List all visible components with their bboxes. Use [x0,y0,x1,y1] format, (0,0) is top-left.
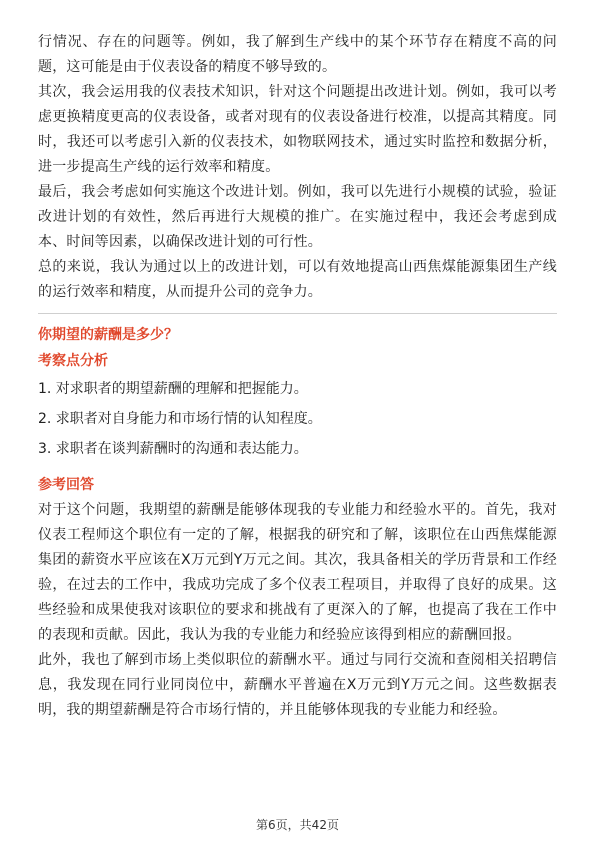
answer-paragraph: 对于这个问题，我期望的薪酬是能够体现我的专业能力和经验水平的。首先，我对仪表工程师这个职位有一定的了解，根据我的研究和了解，该职位在山西焦煤能源集团的薪资水平应该在X万元到Y万元之间。其次，我具备相关的学历背景和工作经验，在过去的工作中，我成功完成了多个仪表工程项目，并取得了良好的成果。这些经验和成果使我对该职位的要求和挑战有了更深入的了解，也提高了我在工作中的表现和贡献。因此，我认为我的专业能力和经验应该得到相应的薪酬回报。 [38,502,557,643]
body-paragraph: 最后，我会考虑如何实施这个改进计划。例如，我可以先进行小规模的试验，验证改进计划的有效性，然后再进行大规模的推广。在实施过程中，我还会考虑到成本、时间等因素，以确保改进计划的可行性。 [38,184,557,250]
continued-answer [38,30,557,305]
answer-heading: 参考回答 [38,477,94,493]
answer-paragraph: 此外，我也了解到市场上类似职位的薪酬水平。通过与同行交流和查阅相关招聘信息，我发现在同行业同岗位中，薪酬水平普遍在X万元到Y万元之间。这些数据表明，我的期望薪酬是符合市场行情的，并且能够体现我的专业能力和经验。 [38,652,557,718]
list-item: 2. 求职者对自身能力和市场行情的认知程度。 [38,411,322,427]
section-divider [38,313,557,314]
page-number: 第6页，共42页 [256,818,339,832]
question-title: 你期望的薪酬是多少？ [38,327,178,343]
body-paragraph: 其次，我会运用我的仪表技术知识，针对这个问题提出改进计划。例如，我可以考虑更换精度更高的仪表设备，或者对现有的仪表设备进行校准，以提高其精度。同时，我还可以考虑引入新的仪表技术，如物联网技术，通过实时监控和数据分析，进一步提高生产线的运行效率和精度。 [38,84,557,175]
list-item: 1. 对求职者的期望薪酬的理解和把握能力。 [38,381,308,397]
analysis-section [38,350,557,464]
answer-section [38,474,557,723]
body-paragraph: 总的来说，我认为通过以上的改进计划，可以有效地提高山西焦煤能源集团生产线的运行效率和精度，从而提升公司的竞争力。 [38,259,557,300]
list-item: 3. 求职者在谈判薪酬时的沟通和表达能力。 [38,441,308,457]
analysis-list [38,374,557,464]
body-paragraph: 行情况、存在的问题等。例如，我了解到生产线中的某个环节存在精度不高的问题，这可能是由于仪表设备的精度不够导致的。 [38,34,557,75]
analysis-heading: 考察点分析 [38,353,108,369]
